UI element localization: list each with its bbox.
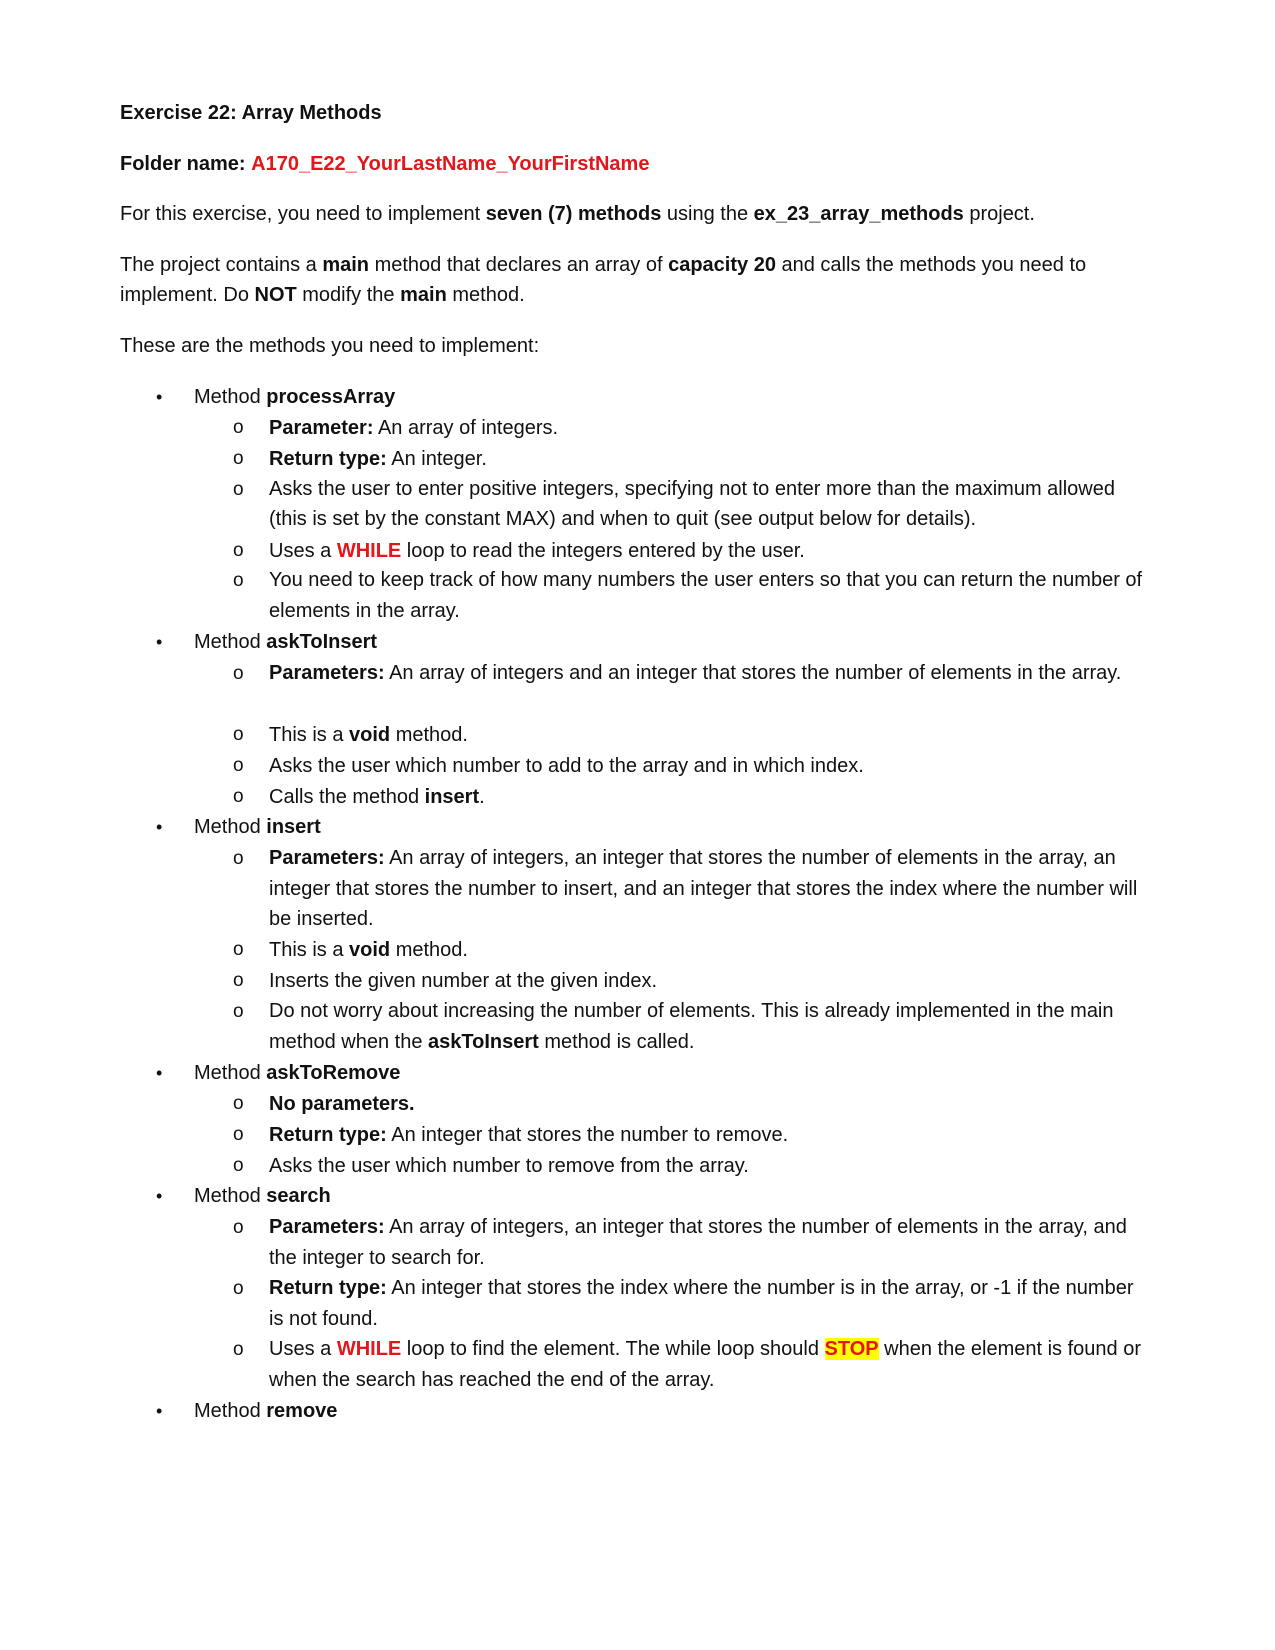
asktoremove-return-type: Return type: An integer that stores the number to remove. <box>269 1124 789 1146</box>
sub-bullet-icon: o <box>233 1217 244 1238</box>
sub-bullet-icon: o <box>233 755 244 776</box>
sub-bullet-icon: o <box>233 1093 244 1114</box>
asktoinsert-void: This is a void method. <box>269 724 468 746</box>
processarray-parameter: Parameter: An array of integers. <box>269 417 559 439</box>
insert-void: This is a void method. <box>269 939 468 961</box>
stop-highlight: STOP <box>824 1338 879 1360</box>
sub-bullet-icon: o <box>233 786 244 807</box>
asktoremove-asks: Asks the user which number to remove from the array. <box>269 1155 749 1177</box>
processarray-while-loop: Uses a WHILE loop to read the integers entered by the user. <box>269 540 805 562</box>
method-heading-search: Method search <box>194 1185 331 1207</box>
asktoinsert-calls: Calls the method insert. <box>269 786 485 808</box>
sub-bullet-icon: o <box>233 448 244 469</box>
insert-inserts: Inserts the given number at the given index. <box>269 970 658 992</box>
intro-paragraph-3: These are the methods you need to implement: <box>120 335 540 357</box>
method-heading-insert: Method insert <box>194 816 321 838</box>
asktoinsert-parameters: Parameters: An array of integers and an integer that stores the number of elements in the array. <box>269 662 1122 684</box>
sub-bullet-icon: o <box>233 570 244 591</box>
folder-name-value: A170_E22_YourLastName_YourFirstName <box>251 153 650 175</box>
sub-bullet-icon: o <box>233 1155 244 1176</box>
insert-parameters: Parameters: An array of integers, an integer that stores the number of elements in the array, an integer that stores the number to insert, and an integer that stores the index where the number will be inserted. <box>269 847 1138 930</box>
asktoremove-no-params: No parameters. <box>269 1093 415 1115</box>
bullet-icon: • <box>156 632 163 652</box>
processarray-return-type: Return type: An integer. <box>269 448 487 470</box>
sub-bullet-icon: o <box>233 540 244 561</box>
bullet-icon: • <box>156 1186 163 1206</box>
sub-bullet-icon: o <box>233 1339 244 1360</box>
sub-bullet-icon: o <box>233 1001 244 1022</box>
intro-paragraph-1: For this exercise, you need to implement seven (7) methods using the ex_23_array_methods project. <box>120 203 1035 225</box>
sub-bullet-icon: o <box>233 724 244 745</box>
sub-bullet-icon: o <box>233 848 244 869</box>
bullet-icon: • <box>156 817 163 837</box>
asktoinsert-asks: Asks the user which number to add to the array and in which index. <box>269 755 864 777</box>
processarray-track: You need to keep track of how many numbers the user enters so that you can return the number of elements in the array. <box>269 569 1143 622</box>
bullet-icon: • <box>156 1063 163 1083</box>
sub-bullet-icon: o <box>233 1278 244 1299</box>
method-heading-processarray: Method processArray <box>194 386 396 408</box>
folder-name-line: Folder name: A170_E22_YourLastName_YourFirstName <box>120 153 650 175</box>
search-while-loop: Uses a WHILE loop to find the element. The while loop should STOP when the element is found or when the search has reached the end of the array. <box>269 1338 1141 1391</box>
intro-paragraph-2: The project contains a main method that declares an array of capacity 20 and calls the methods you need to implement. Do NOT modify the main method. <box>120 254 1087 306</box>
bullet-icon: • <box>156 1401 163 1421</box>
insert-worry: Do not worry about increasing the number of elements. This is already implemented in the main method when the askToInsert method is called. <box>269 1000 1114 1053</box>
method-heading-remove: Method remove <box>194 1400 338 1422</box>
method-heading-asktoremove: Method askToRemove <box>194 1062 401 1084</box>
sub-bullet-icon: o <box>233 939 244 960</box>
bullet-icon: • <box>156 387 163 407</box>
sub-bullet-icon: o <box>233 970 244 991</box>
sub-bullet-icon: o <box>233 1124 244 1145</box>
method-heading-asktoinsert: Method askToInsert <box>194 631 378 653</box>
sub-bullet-icon: o <box>233 417 244 438</box>
search-return-type: Return type: An integer that stores the index where the number is in the array, or -1 if the number is not found. <box>269 1277 1134 1330</box>
sub-bullet-icon: o <box>233 479 244 500</box>
page-title: Exercise 22: Array Methods <box>120 102 382 124</box>
sub-bullet-icon: o <box>233 663 244 684</box>
processarray-asks: Asks the user to enter positive integers, specifying not to enter more than the maximum allowed (this is set by the constant MAX) and when to quit (see output below for details). <box>269 478 1115 530</box>
search-parameters: Parameters: An array of integers, an integer that stores the number of elements in the array, and the integer to search for. <box>269 1216 1127 1269</box>
